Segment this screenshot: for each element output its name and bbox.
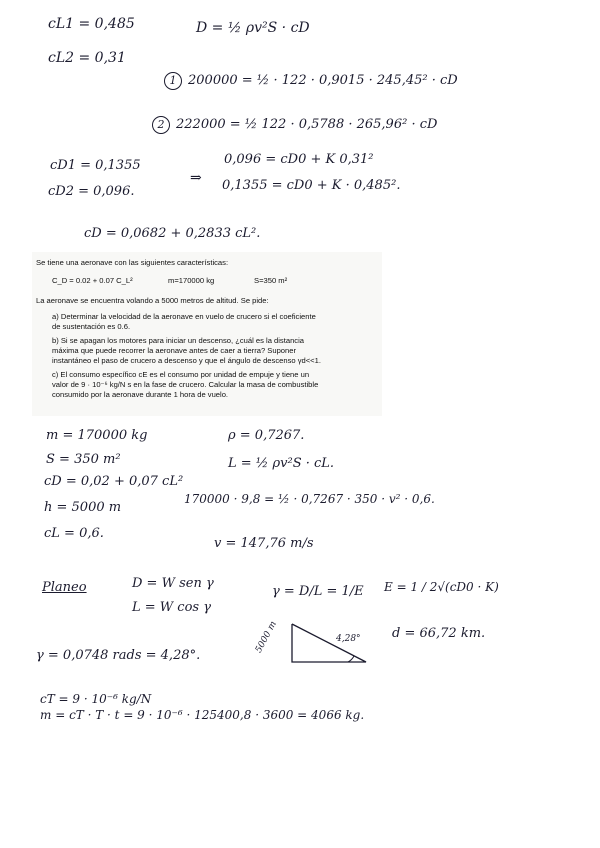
problem-mass: m=170000 kg: [168, 276, 215, 285]
note-lift-weight: L = W cos γ: [132, 600, 211, 615]
note-cd2: cD2 = 0,096.: [48, 184, 135, 199]
problem-c-line3: consumido por la aeronave durante 1 hora de vuelo.: [52, 390, 229, 399]
note-gamma-ratio: γ = D/L = 1/E: [272, 584, 364, 599]
equation-1-number: 1: [164, 72, 182, 90]
problem-a-line1: a) Determinar la velocidad de la aeronave en vuelo de crucero si el coeficiente: [52, 312, 316, 321]
problem-b-line3: instantáneo el paso de crucero a descenso y que el ángulo de descenso γd<<1.: [52, 356, 321, 365]
equation-1-text: 200000 = ½ · 122 · 0,9015 · 245,45² · cD: [188, 73, 458, 88]
equation-2-text: 222000 = ½ 122 · 0,5788 · 265,96² · cD: [176, 117, 438, 132]
problem-surface: S=350 m²: [254, 276, 288, 285]
note-lift-equation: L = ½ ρv²S · cL.: [228, 456, 335, 471]
equation-1: [164, 72, 458, 90]
note-drag-weight: D = W sen γ: [132, 576, 214, 591]
problem-a-line2: de sustentación es 0.6.: [52, 322, 131, 331]
note-glide-ratio: E = 1 / 2√(cD0 · K): [384, 580, 499, 594]
note-cl1: cL1 = 0,485: [48, 16, 135, 32]
problem-flight: La aeronave se encuentra volando a 5000 metros de altitud. Se pide:: [36, 296, 269, 305]
problem-intro: Se tiene una aeronave con las siguientes características:: [36, 258, 229, 267]
note-cl: cL = 0,6.: [44, 526, 104, 541]
note-surface: S = 350 m²: [46, 452, 121, 467]
equation-2-number: 2: [152, 116, 170, 134]
note-velocity: v = 147,76 m/s: [214, 536, 314, 551]
note-altitude: h = 5000 m: [44, 500, 122, 515]
implies-arrow: ⇒: [190, 170, 202, 186]
note-density: ρ = 0,7267.: [228, 428, 305, 443]
note-cd1: cD1 = 0,1355: [50, 158, 141, 173]
note-gamma-value: γ = 0,0748 rads = 4,28°.: [36, 648, 201, 663]
note-cl2: cL2 = 0,31: [48, 50, 126, 66]
problem-cd-formula: C_D = 0.02 + 0.07 C_L²: [52, 276, 133, 285]
problem-c-line1: c) El consumo específico cE es el consumo por unidad de empuje y tiene un: [52, 370, 310, 379]
equation-2: [152, 116, 437, 134]
note-fuel-mass: m = cT · T · t = 9 · 10⁻⁶ · 125400,8 · 3600 = 4066 kg.: [40, 708, 365, 722]
problem-statement: [32, 252, 382, 416]
note-cd: cD = 0,02 + 0,07 cL²: [44, 474, 184, 489]
problem-b-line2: máxima que puede recorrer la aeronave antes de caer a tierra? Suponer: [52, 346, 296, 355]
problem-c-line2: valor de 9 · 10⁻⁶ kg/N s en la fase de crucero. Calcular la masa de combustible: [52, 380, 319, 389]
triangle-side-label: 5000 m: [254, 619, 279, 655]
note-drag-equation: D = ½ ρv²S · cD: [196, 20, 310, 36]
angle-arc: [348, 656, 354, 662]
drag-polar-result: cD = 0,0682 + 0,2833 cL².: [84, 226, 261, 241]
section-title-planeo: Planeo: [42, 580, 87, 595]
system-equation-2: 0,1355 = cD0 + K · 0,485².: [222, 178, 401, 193]
triangle-angle-label: 4,28°: [336, 634, 361, 644]
note-weight-equation: 170000 · 9,8 = ½ · 0,7267 · 350 · v² · 0,6.: [184, 492, 435, 506]
system-equation-1: 0,096 = cD0 + K 0,31²: [224, 152, 374, 167]
note-mass: m = 170000 kg: [46, 428, 148, 443]
problem-b-line1: b) Si se apagan los motores para iniciar un descenso, ¿cuál es la distancia: [52, 336, 304, 345]
note-distance: d = 66,72 km.: [392, 626, 486, 641]
note-specific-consumption: cT = 9 · 10⁻⁶ kg/N: [40, 692, 152, 706]
